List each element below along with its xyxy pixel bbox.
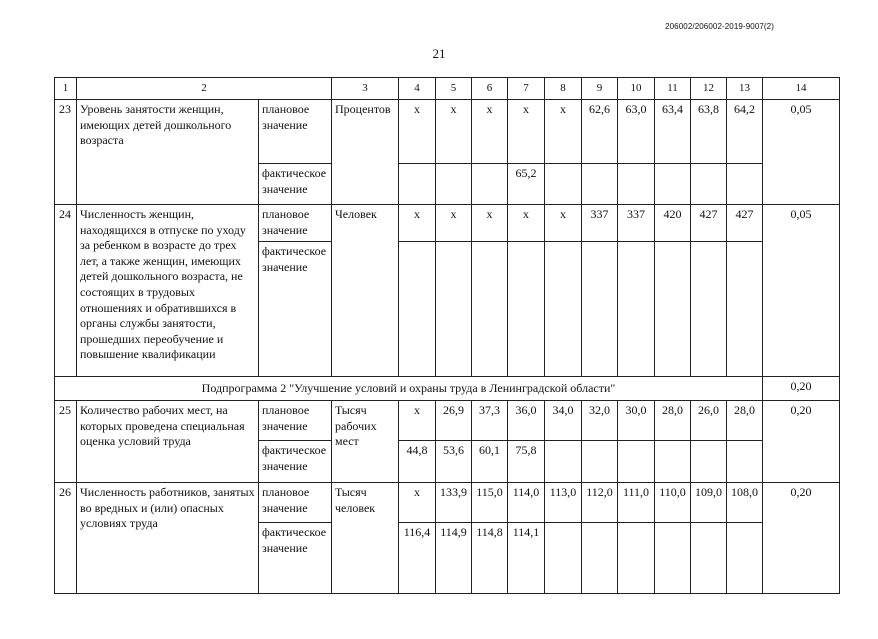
fact-value: 114,8 xyxy=(472,523,508,594)
indicator-number: 26 xyxy=(55,483,77,594)
document-id: 206002/206002-2019-9007(2) xyxy=(665,22,774,31)
plan-value: 63,8 xyxy=(691,100,727,164)
plan-value: 28,0 xyxy=(655,401,691,441)
fact-value xyxy=(727,242,763,377)
fact-label: фактическое значение xyxy=(259,164,332,205)
fact-value xyxy=(582,164,618,205)
plan-value: 26,0 xyxy=(691,401,727,441)
fact-value xyxy=(655,242,691,377)
plan-value: х xyxy=(399,205,436,242)
indicator-row xyxy=(55,483,840,523)
fact-label: фактическое значение xyxy=(259,523,332,594)
fact-value xyxy=(618,441,655,483)
weight-value: 0,05 xyxy=(763,205,840,377)
column-number-header: 10 xyxy=(618,78,655,100)
plan-value: 427 xyxy=(727,205,763,242)
plan-value: х xyxy=(436,100,472,164)
fact-value xyxy=(545,164,582,205)
fact-value xyxy=(691,441,727,483)
fact-value xyxy=(582,523,618,594)
fact-value xyxy=(655,441,691,483)
unit: Человек xyxy=(332,205,399,377)
plan-value: 110,0 xyxy=(655,483,691,523)
column-number-header: 6 xyxy=(472,78,508,100)
unit: Тысяч рабочих мест xyxy=(332,401,399,483)
fact-label: фактическое значение xyxy=(259,242,332,377)
plan-value: х xyxy=(508,100,545,164)
fact-value xyxy=(727,523,763,594)
fact-value xyxy=(472,164,508,205)
plan-value: 133,9 xyxy=(436,483,472,523)
fact-value xyxy=(618,523,655,594)
plan-value: 113,0 xyxy=(545,483,582,523)
fact-value xyxy=(399,242,436,377)
indicator-row xyxy=(55,205,840,242)
indicator-number: 23 xyxy=(55,100,77,205)
column-number-header: 5 xyxy=(436,78,472,100)
fact-value xyxy=(582,441,618,483)
plan-value: 109,0 xyxy=(691,483,727,523)
column-number-header: 8 xyxy=(545,78,582,100)
fact-value xyxy=(618,164,655,205)
fact-value xyxy=(691,164,727,205)
weight-value: 0,20 xyxy=(763,401,840,483)
plan-value: 420 xyxy=(655,205,691,242)
plan-value: х xyxy=(399,401,436,441)
indicator-name: Количество рабочих мест, на которых проведена специальная оценка условий труда xyxy=(77,401,259,483)
fact-value xyxy=(727,164,763,205)
column-number-header: 2 xyxy=(77,78,332,100)
plan-value: 63,4 xyxy=(655,100,691,164)
fact-value xyxy=(436,242,472,377)
subprogram-row xyxy=(55,377,840,401)
unit: Тысяч человек xyxy=(332,483,399,594)
plan-value: 30,0 xyxy=(618,401,655,441)
fact-value xyxy=(618,242,655,377)
plan-value: 111,0 xyxy=(618,483,655,523)
column-number-header: 9 xyxy=(582,78,618,100)
unit: Процентов xyxy=(332,100,399,205)
indicator-name: Численность женщин, находящихся в отпуске по уходу за ребенком в возрасте до трех лет, а также женщин, имеющих детей дошкольного возраста, не состоящих в трудовых отношениях и обратившихся в органы службы занятости, прошедших переобучение и повышение квалификации xyxy=(77,205,259,377)
fact-value xyxy=(545,242,582,377)
plan-value: х xyxy=(399,100,436,164)
plan-value: 337 xyxy=(618,205,655,242)
page-number: 21 xyxy=(432,46,446,61)
fact-value: 44,8 xyxy=(399,441,436,483)
plan-value: 115,0 xyxy=(472,483,508,523)
indicator-number: 24 xyxy=(55,205,77,377)
plan-value: х xyxy=(399,483,436,523)
plan-value: 63,0 xyxy=(618,100,655,164)
plan-value: х xyxy=(436,205,472,242)
subprogram-title: Подпрограмма 2 "Улучшение условий и охраны труда в Ленинградской области" xyxy=(55,377,763,401)
indicator-row xyxy=(55,401,840,441)
plan-value: 36,0 xyxy=(508,401,545,441)
plan-label: плановое значение xyxy=(259,205,332,242)
plan-value: х xyxy=(472,205,508,242)
fact-value xyxy=(545,523,582,594)
column-number-header: 7 xyxy=(508,78,545,100)
column-number-header: 11 xyxy=(655,78,691,100)
plan-value: х xyxy=(545,100,582,164)
indicator-row xyxy=(55,100,840,164)
fact-value xyxy=(472,242,508,377)
fact-value: 114,1 xyxy=(508,523,545,594)
plan-value: 37,3 xyxy=(472,401,508,441)
plan-value: 62,6 xyxy=(582,100,618,164)
fact-value: 116,4 xyxy=(399,523,436,594)
plan-value: 28,0 xyxy=(727,401,763,441)
fact-value xyxy=(436,164,472,205)
column-number-header: 14 xyxy=(763,78,840,100)
fact-value: 114,9 xyxy=(436,523,472,594)
fact-label: фактическое значение xyxy=(259,441,332,483)
fact-value: 65,2 xyxy=(508,164,545,205)
column-number-header: 4 xyxy=(399,78,436,100)
fact-value: 75,8 xyxy=(508,441,545,483)
subprogram-weight: 0,20 xyxy=(763,377,840,401)
fact-value xyxy=(691,242,727,377)
fact-value xyxy=(655,523,691,594)
plan-value: х xyxy=(472,100,508,164)
fact-value xyxy=(655,164,691,205)
fact-value xyxy=(399,164,436,205)
indicator-name: Численность работников, занятых во вредных и (или) опасных условиях труда xyxy=(77,483,259,594)
plan-value: х xyxy=(545,205,582,242)
plan-value: 108,0 xyxy=(727,483,763,523)
fact-value xyxy=(545,441,582,483)
plan-value: 112,0 xyxy=(582,483,618,523)
plan-value: 34,0 xyxy=(545,401,582,441)
plan-value: х xyxy=(508,205,545,242)
plan-label: плановое значение xyxy=(259,401,332,441)
weight-value: 0,05 xyxy=(763,100,840,205)
plan-label: плановое значение xyxy=(259,100,332,164)
plan-value: 427 xyxy=(691,205,727,242)
plan-value: 32,0 xyxy=(582,401,618,441)
plan-value: 114,0 xyxy=(508,483,545,523)
column-number-header: 13 xyxy=(727,78,763,100)
fact-value: 53,6 xyxy=(436,441,472,483)
fact-value xyxy=(508,242,545,377)
indicators-table xyxy=(54,77,840,594)
plan-value: 26,9 xyxy=(436,401,472,441)
indicator-name: Уровень занятости женщин, имеющих детей дошкольного возраста xyxy=(77,100,259,205)
weight-value: 0,20 xyxy=(763,483,840,594)
column-number-row xyxy=(55,78,840,100)
plan-value: 64,2 xyxy=(727,100,763,164)
indicator-number: 25 xyxy=(55,401,77,483)
fact-value xyxy=(691,523,727,594)
fact-value xyxy=(727,441,763,483)
plan-value: 337 xyxy=(582,205,618,242)
fact-value: 60,1 xyxy=(472,441,508,483)
column-number-header: 12 xyxy=(691,78,727,100)
plan-label: плановое значение xyxy=(259,483,332,523)
column-number-header: 1 xyxy=(55,78,77,100)
fact-value xyxy=(582,242,618,377)
column-number-header: 3 xyxy=(332,78,399,100)
